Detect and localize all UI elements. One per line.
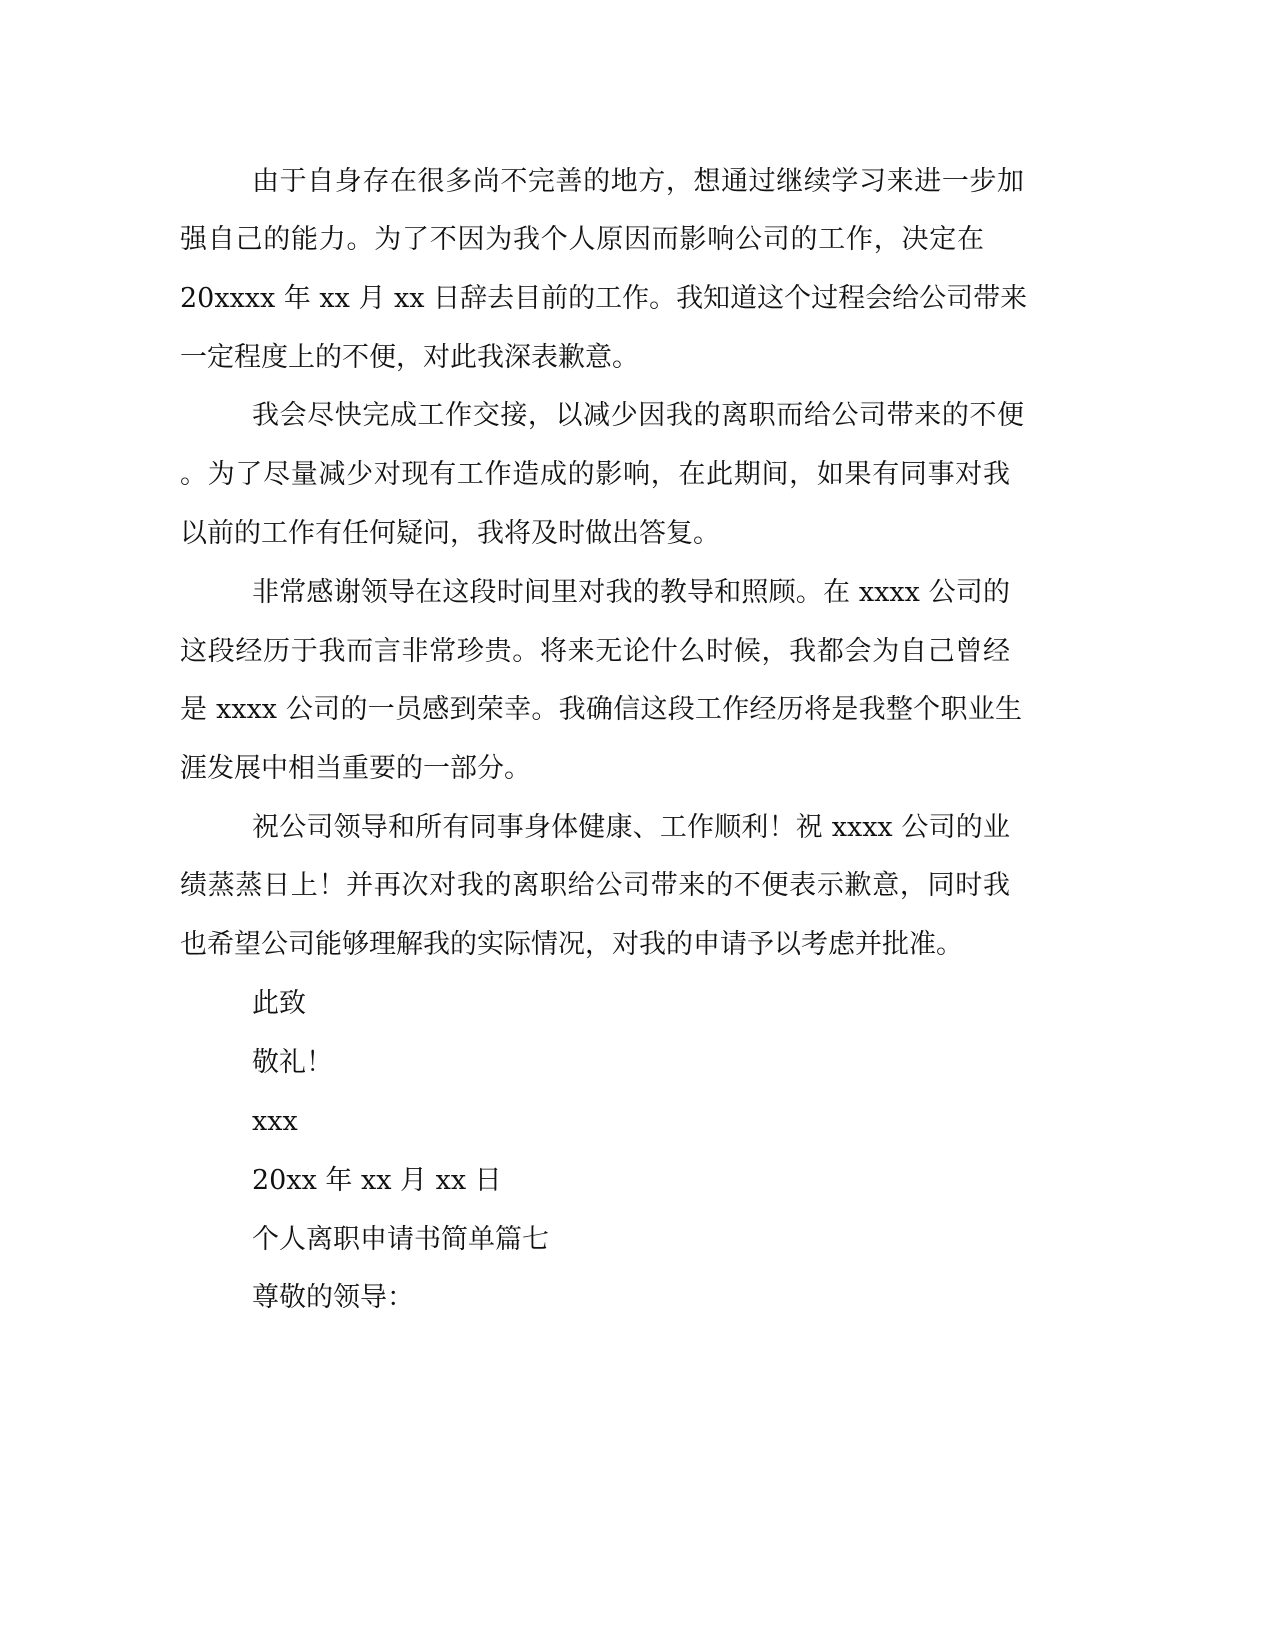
paragraph-3-line-4: 涯发展中相当重要的一部分。 (180, 753, 531, 784)
letter-greeting: 尊敬的领导： (252, 1282, 414, 1313)
paragraph-1-line-2: 强自己的能力。为了不因为我个人原因而影响公司的工作，决定在 (180, 224, 984, 255)
paragraph-1-line-3: 20xxxx 年 xx 月 xx 日辞去目前的工作。我知道这个过程会给公司带来 (180, 283, 1028, 314)
paragraph-3-line-3: 是 xxxx 公司的一员感到荣幸。我确信这段工作经历将是我整个职业生 (180, 694, 1022, 725)
closing-salutation: 此致 (252, 988, 306, 1019)
section-heading: 个人离职申请书简单篇七 (252, 1224, 549, 1255)
paragraph-2-line-1: 我会尽快完成工作交接，以减少因我的离职而给公司带来的不便 (252, 400, 1024, 431)
paragraph-1-line-1: 由于自身存在很多尚不完善的地方，想通过继续学习来进一步加 (252, 166, 1024, 197)
paragraph-4-line-2: 绩蒸蒸日上！并再次对我的离职给公司带来的不便表示歉意，同时我 (180, 870, 1010, 901)
paragraph-3-line-1: 非常感谢领导在这段时间里对我的教导和照顾。在 xxxx 公司的 (252, 577, 1010, 608)
paragraph-4-line-3: 也希望公司能够理解我的实际情况，对我的申请予以考虑并批准。 (180, 929, 963, 960)
paragraph-2-line-3: 以前的工作有任何疑问，我将及时做出答复。 (180, 518, 720, 549)
paragraph-3-line-2: 这段经历于我而言非常珍贵。将来无论什么时候，我都会为自己曾经 (180, 636, 1010, 667)
signature-date: 20xx 年 xx 月 xx 日 (252, 1165, 502, 1196)
paragraph-4-line-1: 祝公司领导和所有同事身体健康、工作顺利！祝 xxxx 公司的业 (252, 812, 1010, 843)
signature: xxx (252, 1106, 298, 1137)
paragraph-1-line-4: 一定程度上的不便，对此我深表歉意。 (180, 342, 639, 373)
paragraph-2-line-2: 。为了尽量减少对现有工作造成的影响，在此期间，如果有同事对我 (180, 459, 1010, 490)
closing-respect: 敬礼！ (252, 1047, 333, 1078)
